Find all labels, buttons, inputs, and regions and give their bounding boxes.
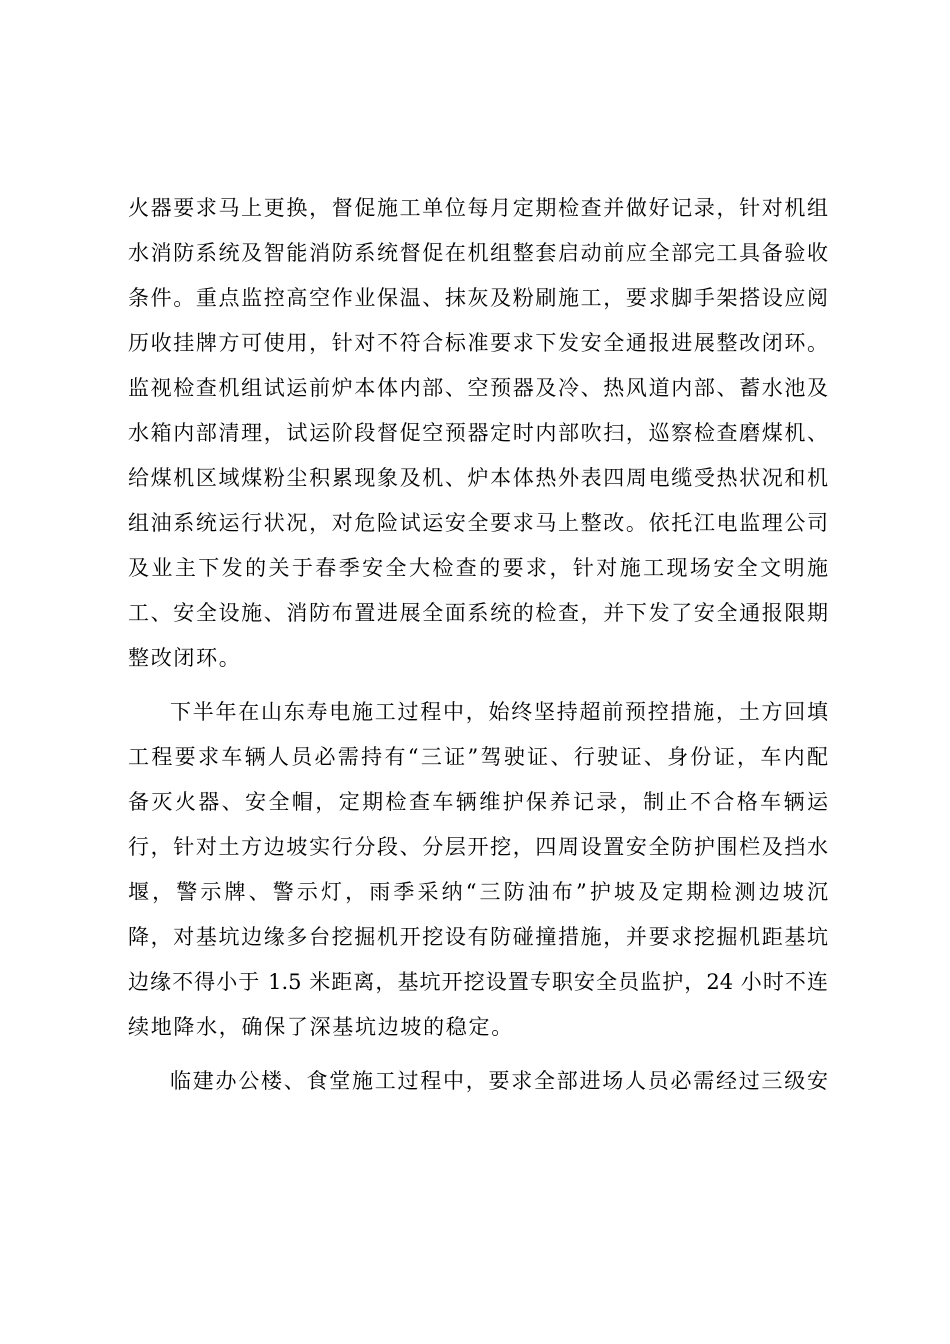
text-line: 临建办公楼、食堂施工过程中，要求全部进场人员必需经过三级安 [170,1069,828,1093]
text-line: 水消防系统及智能消防系统督促在机组整套启动前应全部完工具备验收 [128,241,828,265]
text-line: 给煤机区域煤粉尘积累现象及机、炉本体热外表四周电缆受热状况和机 [128,466,828,490]
text-line: 组油系统运行状况，对危险试运安全要求马上整改。依托江电监理公司 [128,511,828,535]
text-line: 续地降水，确保了深基坑边坡的稳定。 [128,1015,514,1039]
text-line: 及业主下发的关于春季安全大检查的要求，针对施工现场安全文明施 [128,556,828,580]
document-body [128,186,828,1104]
text-line: 历收挂牌方可使用，针对不符合标准要求下发安全通报进展整改闭环。 [128,331,828,355]
paragraph-spacer [128,681,828,690]
text-line: 火器要求马上更换，督促施工单位每月定期检查并做好记录，针对机组 [128,196,828,220]
paragraph-spacer [128,1050,828,1059]
text-line: 下半年在山东寿电施工过程中，始终坚持超前预控措施，土方回填 [170,700,828,724]
text-line: 水箱内部清理，试运阶段督促空预器定时内部吹扫，巡察检查磨煤机、 [128,421,828,445]
paragraph [128,186,828,681]
text-line: 备灭火器、安全帽，定期检查车辆维护保养记录，制止不合格车辆运 [128,790,828,814]
text-line: 堰，警示牌、警示灯，雨季采纳“三防油布”护坡及定期检测边坡沉 [128,880,828,904]
text-line: 条件。重点监控高空作业保温、抹灰及粉刷施工，要求脚手架搭设应阅 [128,286,828,310]
text-line: 行，针对土方边坡实行分段、分层开挖，四周设置安全防护围栏及挡水 [128,835,828,859]
paragraph [128,690,828,1050]
text-line: 整改闭环。 [128,646,242,670]
paragraph [128,1059,828,1104]
text-line: 监视检查机组试运前炉本体内部、空预器及冷、热风道内部、蓄水池及 [128,376,828,400]
text-line: 降，对基坑边缘多台挖掘机开挖设有防碰撞措施，并要求挖掘机距基坑 [128,925,828,949]
text-line: 工、安全设施、消防布置进展全面系统的检查，并下发了安全通报限期 [128,601,828,625]
text-line: 工程要求车辆人员必需持有“三证”驾驶证、行驶证、身份证，车内配 [128,745,828,769]
text-line: 边缘不得小于 1.5 米距离，基坑开挖设置专职安全员监护，24 小时不连 [128,970,828,994]
